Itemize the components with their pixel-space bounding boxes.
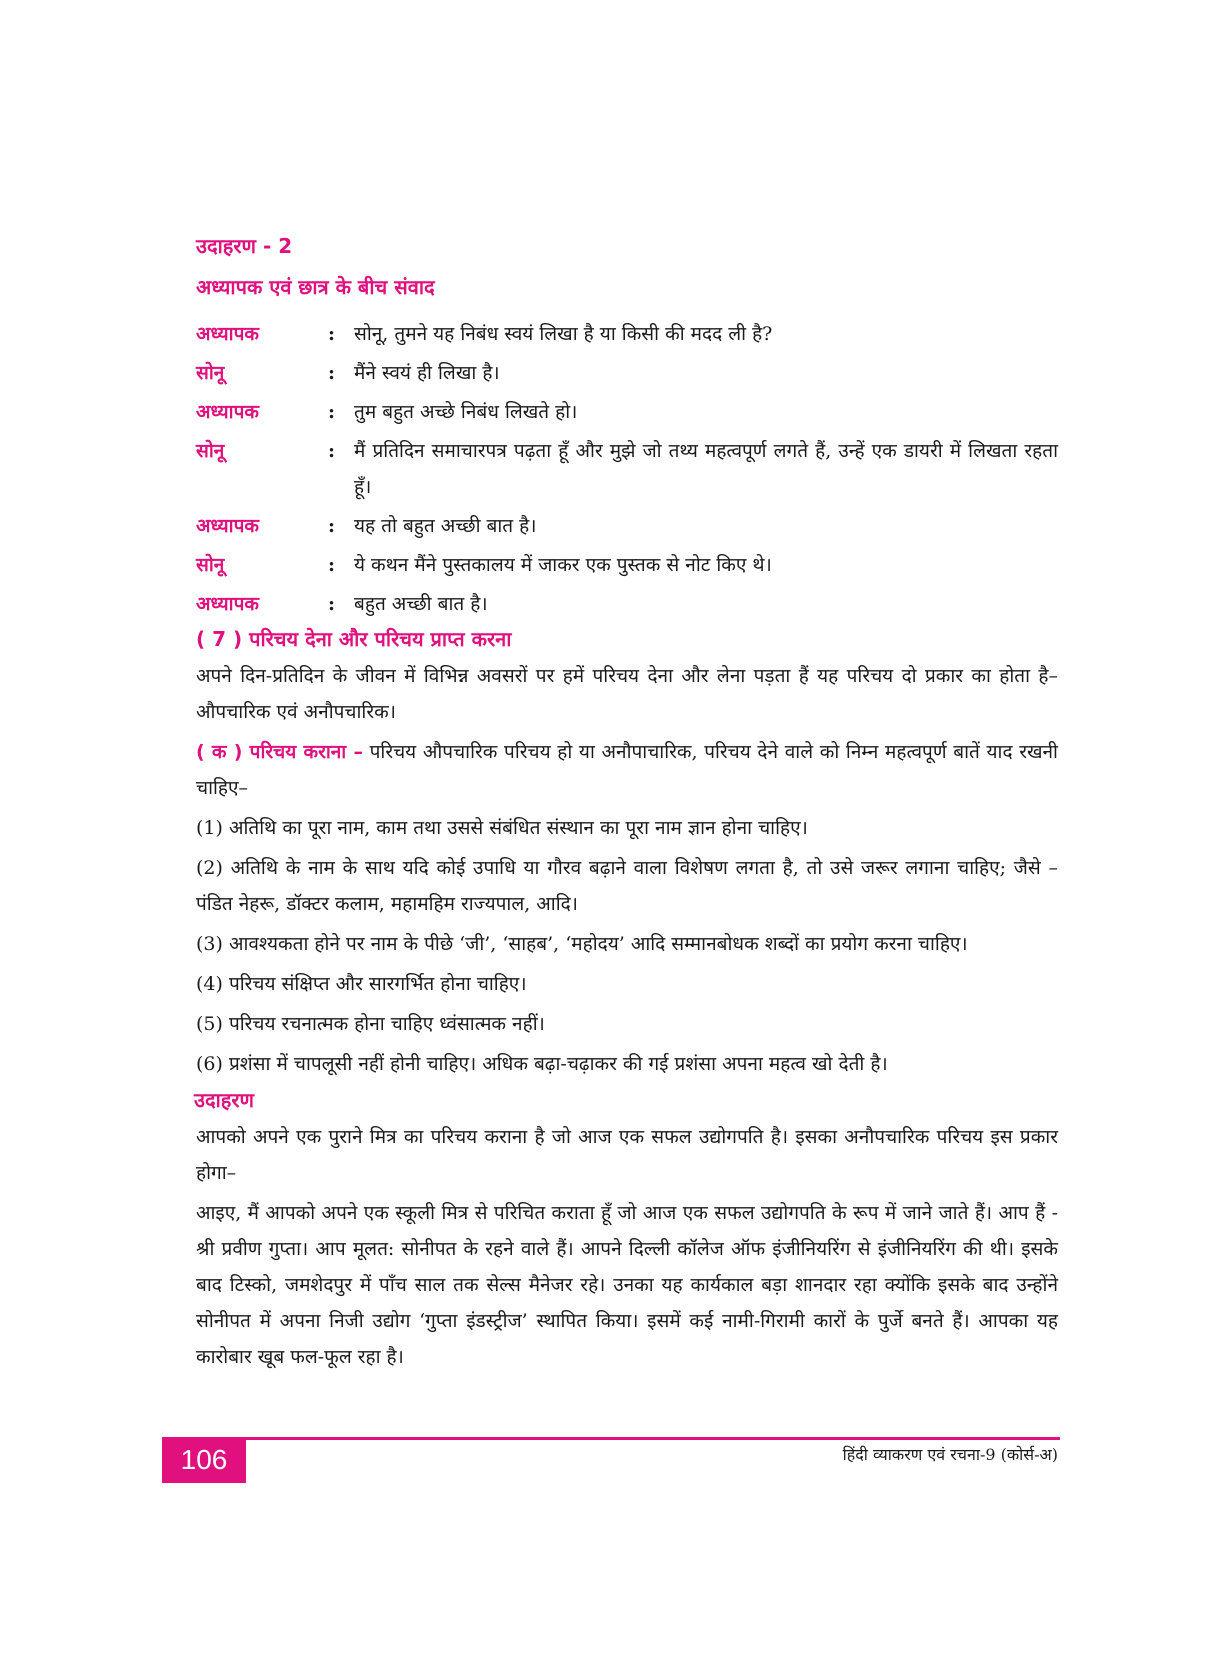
example-2-title: उदाहरण - 2 <box>196 234 293 258</box>
dialog-line <box>196 433 1058 505</box>
colon-separator: : <box>328 440 336 462</box>
section-7-intro: अपने दिन-प्रतिदिन के जीवन में विभिन्न अवसरों पर हमें परिचय देना और लेना पड़ता हैं यह परिचय दो प्रकार का होता है– औपचारिक एवं अनौपचारिक। <box>196 665 1058 723</box>
list-item: (5) परिचय रचनात्मक होना चाहिए ध्वंसात्मक नहीं। <box>196 1013 545 1035</box>
subsection-title: ( क ) परिचय कराना – <box>196 741 363 763</box>
speaker-label: अध्यापक <box>196 401 259 423</box>
colon-separator: : <box>328 515 336 537</box>
dialog-text: यह तो बहुत अच्छी बात है। <box>354 515 537 537</box>
dialog-line <box>196 547 1058 583</box>
speaker-label: सोनू <box>196 440 225 462</box>
colon-separator: : <box>328 593 336 615</box>
colon-separator: : <box>328 401 336 423</box>
list-item: (2) अतिथि के नाम के साथ यदि कोई उपाधि या गौरव बढ़ाने वाला विशेषण लगता है, तो उसे जरूर लगाना चाहिए; जैसे – पंडित नेहरू, डॉक्टर कलाम, महामहिम राज्यपाल, आदि। <box>196 857 1058 915</box>
speaker-label: सोनू <box>196 362 225 384</box>
dialog-text: मैंने स्वयं ही लिखा है। <box>354 362 500 384</box>
list-item: (4) परिचय संक्षिप्त और सारगर्भित होना चाहिए। <box>196 973 527 995</box>
dialog-text: ये कथन मैंने पुस्तकालय में जाकर एक पुस्तक से नोट किए थे। <box>354 554 772 576</box>
dialog-line <box>196 355 1058 391</box>
dialog-line <box>196 586 1058 622</box>
page-content <box>196 232 1058 1379</box>
dialog-text: सोनू, तुमने यह निबंध स्वयं लिखा है या किसी की मदद ली है? <box>354 323 773 345</box>
page-number: 106 <box>162 1437 246 1483</box>
dialog-text: बहुत अच्छी बात है। <box>354 593 488 615</box>
dialog-title: अध्यापक एवं छात्र के बीच संवाद <box>196 275 435 299</box>
colon-separator: : <box>328 554 336 576</box>
speaker-label: अध्यापक <box>196 593 259 615</box>
dialog-line <box>196 394 1058 430</box>
example-paragraph-1: आपको अपने एक पुराने मित्र का परिचय कराना है जो आज एक सफल उद्योगपति है। इसका अनौपचारिक परिचय इस प्रकार होगा– <box>196 1126 1058 1184</box>
dialog-line <box>196 508 1058 544</box>
section-7-heading: ( 7 ) परिचय देना और परिचय प्राप्त करना <box>196 627 512 651</box>
subsection-text: परिचय औपचारिक परिचय हो या अनौपाचारिक, परिचय देने वाले को निम्न महत्वपूर्ण बातें याद रखनी चाहिए– <box>196 741 1058 799</box>
example-paragraph-2: आइए, मैं आपको अपने एक स्कूली मित्र से परिचित कराता हूँ जो आज एक सफल उद्योगपति के रूप में जाने जाते हैं। आप हैं - श्री प्रवीण गुप्ता। आप मूलत: सोनीपत के रहने वाले हैं। आपने दिल्ली कॉलेज ऑफ इंजीनियरिंग से इंजीनियरिंग की थी। इसके बाद टिस्को, जमशेदपुर में पाँच साल तक सेल्स मैनेजर रहे। उनका यह कार्यकाल बड़ा शानदार रहा क्योंकि इसके बाद उन्होंने सोनीपत में अपना निजी उद्योग ‘गुप्ता इंडस्ट्रीज’ स्थापित किया। इसमें कई नामी-गिरामी कारों के पुर्जे बनते हैं। आपका यह कारोबार खूब फल-फूल रहा है। <box>196 1202 1058 1368</box>
list-item: (6) प्रशंसा में चापलूसी नहीं होनी चाहिए। अधिक बढ़ा-चढ़ाकर की गई प्रशंसा अपना महत्व खो देती है। <box>196 1053 888 1075</box>
colon-separator: : <box>328 362 336 384</box>
list-item: (1) अतिथि का पूरा नाम, काम तथा उससे संबंधित संस्थान का पूरा नाम ज्ञान होना चाहिए। <box>196 817 808 839</box>
speaker-label: अध्यापक <box>196 515 259 537</box>
example-heading: उदाहरण <box>194 1088 255 1112</box>
footer-rule <box>162 1437 1060 1440</box>
speaker-label: अध्यापक <box>196 323 259 345</box>
dialog-text: तुम बहुत अच्छे निबंध लिखते हो। <box>354 401 578 423</box>
subsection-paragraph <box>196 734 1058 806</box>
list-item: (3) आवश्यकता होने पर नाम के पीछे ‘जी’, ‘साहब’, ‘महोदय’ आदि सम्मानबोधक शब्दों का प्रयोग करना चाहिए। <box>196 933 968 955</box>
speaker-label: सोनू <box>196 554 225 576</box>
book-title: हिंदी व्याकरण एवं रचना-9 (कोर्स-अ) <box>842 1445 1058 1464</box>
colon-separator: : <box>328 323 336 345</box>
dialog-line <box>196 316 1058 352</box>
dialog-text: मैं प्रतिदिन समाचारपत्र पढ़ता हूँ और मुझे जो तथ्य महत्वपूर्ण लगते हैं, उन्हें एक डायरी में लिखता रहता हूँ। <box>354 440 1058 498</box>
